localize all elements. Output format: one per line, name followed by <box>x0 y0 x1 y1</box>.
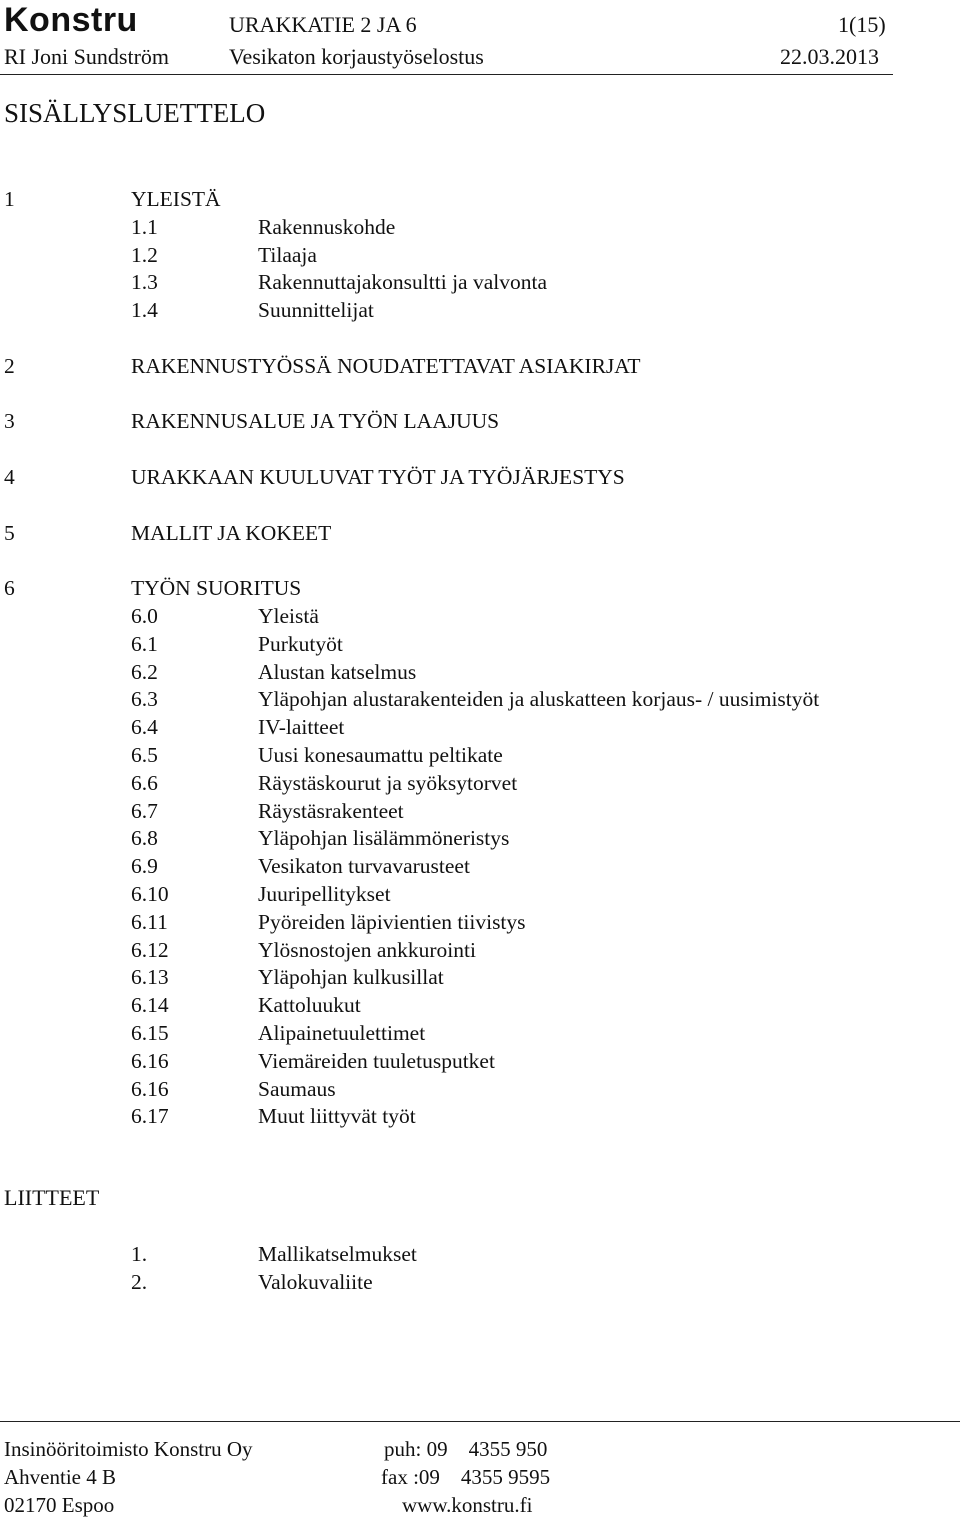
toc-subsection-number: 6.2 <box>131 659 158 684</box>
toc-subsection-number: 6.12 <box>131 937 169 962</box>
footer-company: Insinööritoimisto Konstru Oy <box>4 1437 253 1461</box>
toc-subsection-number: 6.17 <box>131 1104 169 1129</box>
toc-subsection-number: 6.14 <box>131 993 169 1018</box>
toc-subsection-title: Kattoluukut <box>258 993 361 1018</box>
toc-section-title: URAKKAAN KUULUVAT TYÖT JA TYÖJÄRJESTYS <box>131 464 625 489</box>
toc-section-row[interactable] <box>0 575 900 603</box>
attachment-row[interactable] <box>0 1241 900 1269</box>
toc-subsection-row[interactable] <box>0 798 900 826</box>
toc-subsection-row[interactable] <box>0 1020 900 1048</box>
toc-subsection-title: Muut liittyvät työt <box>258 1104 416 1129</box>
toc-subsection-title: Tilaaja <box>258 242 317 267</box>
table-of-contents <box>0 186 900 1131</box>
toc-subsection-row[interactable] <box>0 1076 900 1104</box>
toc-section-title: MALLIT JA KOKEET <box>131 520 332 545</box>
toc-subsection-title: IV-laitteet <box>258 715 345 740</box>
toc-subsection-row[interactable] <box>0 214 900 242</box>
toc-subsection-number: 1.3 <box>131 270 158 295</box>
header-divider <box>0 74 893 75</box>
toc-subsection-row[interactable] <box>0 992 900 1020</box>
toc-subsection-title: Ylösnostojen ankkurointi <box>258 937 476 962</box>
toc-section-number: 2 <box>4 353 15 378</box>
toc-subsection-number: 6.9 <box>131 854 158 879</box>
toc-subsection-row[interactable] <box>0 269 900 297</box>
toc-subsection-title: Yläpohjan alustarakenteiden ja aluskatteen korjaus- / uusimistyöt <box>258 687 820 712</box>
toc-subsection-row[interactable] <box>0 603 900 631</box>
toc-subsection-title: Yläpohjan kulkusillat <box>258 965 444 990</box>
toc-subsection-row[interactable] <box>0 853 900 881</box>
project-name: URAKKATIE 2 JA 6 <box>229 12 417 37</box>
toc-subsection-number: 6.8 <box>131 826 158 851</box>
toc-section-number: 6 <box>4 576 15 601</box>
toc-subsection-row[interactable] <box>0 1048 900 1076</box>
toc-section-title: RAKENNUSTYÖSSÄ NOUDATETTAVAT ASIAKIRJAT <box>131 353 641 378</box>
footer-street: Ahventie 4 B <box>4 1465 116 1489</box>
toc-subsection-title: Alustan katselmus <box>258 659 417 684</box>
toc-title: SISÄLLYSLUETTELO <box>4 98 266 128</box>
toc-subsection-number: 6.16 <box>131 1076 169 1101</box>
toc-subsection-number: 1.2 <box>131 242 158 267</box>
toc-subsection-row[interactable] <box>0 242 900 270</box>
toc-subsection-row[interactable] <box>0 742 900 770</box>
toc-section-number: 5 <box>4 520 15 545</box>
toc-subsection-number: 6.5 <box>131 742 158 767</box>
toc-subsection-number: 6.6 <box>131 770 158 795</box>
toc-subsection-row[interactable] <box>0 964 900 992</box>
toc-subsection-number: 1.1 <box>131 214 158 239</box>
toc-section-title: YLEISTÄ <box>131 187 221 211</box>
toc-subsection-title: Viemäreiden tuuletusputket <box>258 1048 495 1073</box>
toc-subsection-number: 6.13 <box>131 965 169 990</box>
toc-subsection-row[interactable] <box>0 714 900 742</box>
toc-section-number: 4 <box>4 464 15 489</box>
toc-section-title: RAKENNUSALUE JA TYÖN LAAJUUS <box>131 409 500 434</box>
toc-subsection-row[interactable] <box>0 659 900 687</box>
toc-subsection-row[interactable] <box>0 770 900 798</box>
toc-subsection-number: 6.15 <box>131 1020 169 1045</box>
toc-subsection-title: Alipainetuulettimet <box>258 1020 426 1045</box>
toc-subsection-row[interactable] <box>0 1103 900 1131</box>
toc-subsection-row[interactable] <box>0 686 900 714</box>
toc-subsection-title: Räystäskourut ja syöksytorvet <box>258 770 518 795</box>
toc-section-row[interactable] <box>0 408 900 436</box>
toc-subsection-title: Suunnittelijat <box>258 298 374 323</box>
footer-phone: puh: 09 4355 950 <box>384 1437 548 1461</box>
attachment-row[interactable] <box>0 1269 900 1297</box>
toc-subsection-title: Yläpohjan lisälämmöneristys <box>258 826 510 851</box>
toc-section-row[interactable] <box>0 186 900 214</box>
document-author: RI Joni Sundström <box>4 44 170 69</box>
toc-subsection-number: 6.7 <box>131 798 158 823</box>
footer-website[interactable]: www.konstru.fi <box>402 1493 533 1517</box>
toc-subsection-row[interactable] <box>0 909 900 937</box>
attachments-title: LIITTEET <box>4 1185 100 1210</box>
toc-subsection-title: Vesikaton turvavarusteet <box>258 854 470 879</box>
toc-subsection-title: Yleistä <box>258 603 319 628</box>
toc-subsection-row[interactable] <box>0 631 900 659</box>
toc-subsection-number: 6.3 <box>131 687 158 712</box>
attachment-title: Valokuvaliite <box>258 1269 373 1294</box>
toc-subsection-title: Rakennuskohde <box>258 214 396 239</box>
toc-subsection-title: Pyöreiden läpivientien tiivistys <box>258 909 526 934</box>
toc-subsection-number: 1.4 <box>131 298 158 323</box>
toc-subsection-row[interactable] <box>0 937 900 965</box>
toc-subsection-row[interactable] <box>0 825 900 853</box>
toc-subsection-title: Räystäsrakenteet <box>258 798 404 823</box>
page-number: 1(15) <box>838 12 886 37</box>
toc-subsection-number: 6.11 <box>131 909 168 934</box>
toc-subsection-row[interactable] <box>0 297 900 325</box>
toc-subsection-number: 6.4 <box>131 715 158 740</box>
toc-section-number: 1 <box>4 187 15 211</box>
toc-section-number: 3 <box>4 409 15 434</box>
toc-section-row[interactable] <box>0 353 900 381</box>
attachment-number: 1. <box>131 1242 148 1266</box>
toc-subsection-title: Uusi konesaumattu peltikate <box>258 742 503 767</box>
footer-city: 02170 Espoo <box>4 1493 115 1517</box>
footer-fax: fax :09 4355 9595 <box>381 1465 551 1489</box>
toc-subsection-row[interactable] <box>0 881 900 909</box>
toc-subsection-number: 6.1 <box>131 631 158 656</box>
attachment-number: 2. <box>131 1269 148 1294</box>
document-title: Vesikaton korjaustyöselostus <box>229 44 484 69</box>
company-logo: Konstru <box>4 1 138 39</box>
footer-divider <box>0 1421 960 1422</box>
toc-subsection-number: 6.10 <box>131 881 169 906</box>
toc-subsection-title: Saumaus <box>258 1076 336 1101</box>
toc-subsection-title: Purkutyöt <box>258 631 343 656</box>
toc-subsection-title: Rakennuttajakonsultti ja valvonta <box>258 270 547 295</box>
document-date: 22.03.2013 <box>780 44 879 69</box>
attachments-list <box>0 1241 900 1297</box>
toc-section-row[interactable] <box>0 520 900 548</box>
toc-section-title: TYÖN SUORITUS <box>131 576 302 601</box>
toc-section-row[interactable] <box>0 464 900 492</box>
toc-subsection-title: Juuripellitykset <box>258 881 391 906</box>
attachment-title: Mallikatselmukset <box>258 1242 417 1266</box>
toc-subsection-number: 6.16 <box>131 1048 169 1073</box>
toc-subsection-number: 6.0 <box>131 603 158 628</box>
